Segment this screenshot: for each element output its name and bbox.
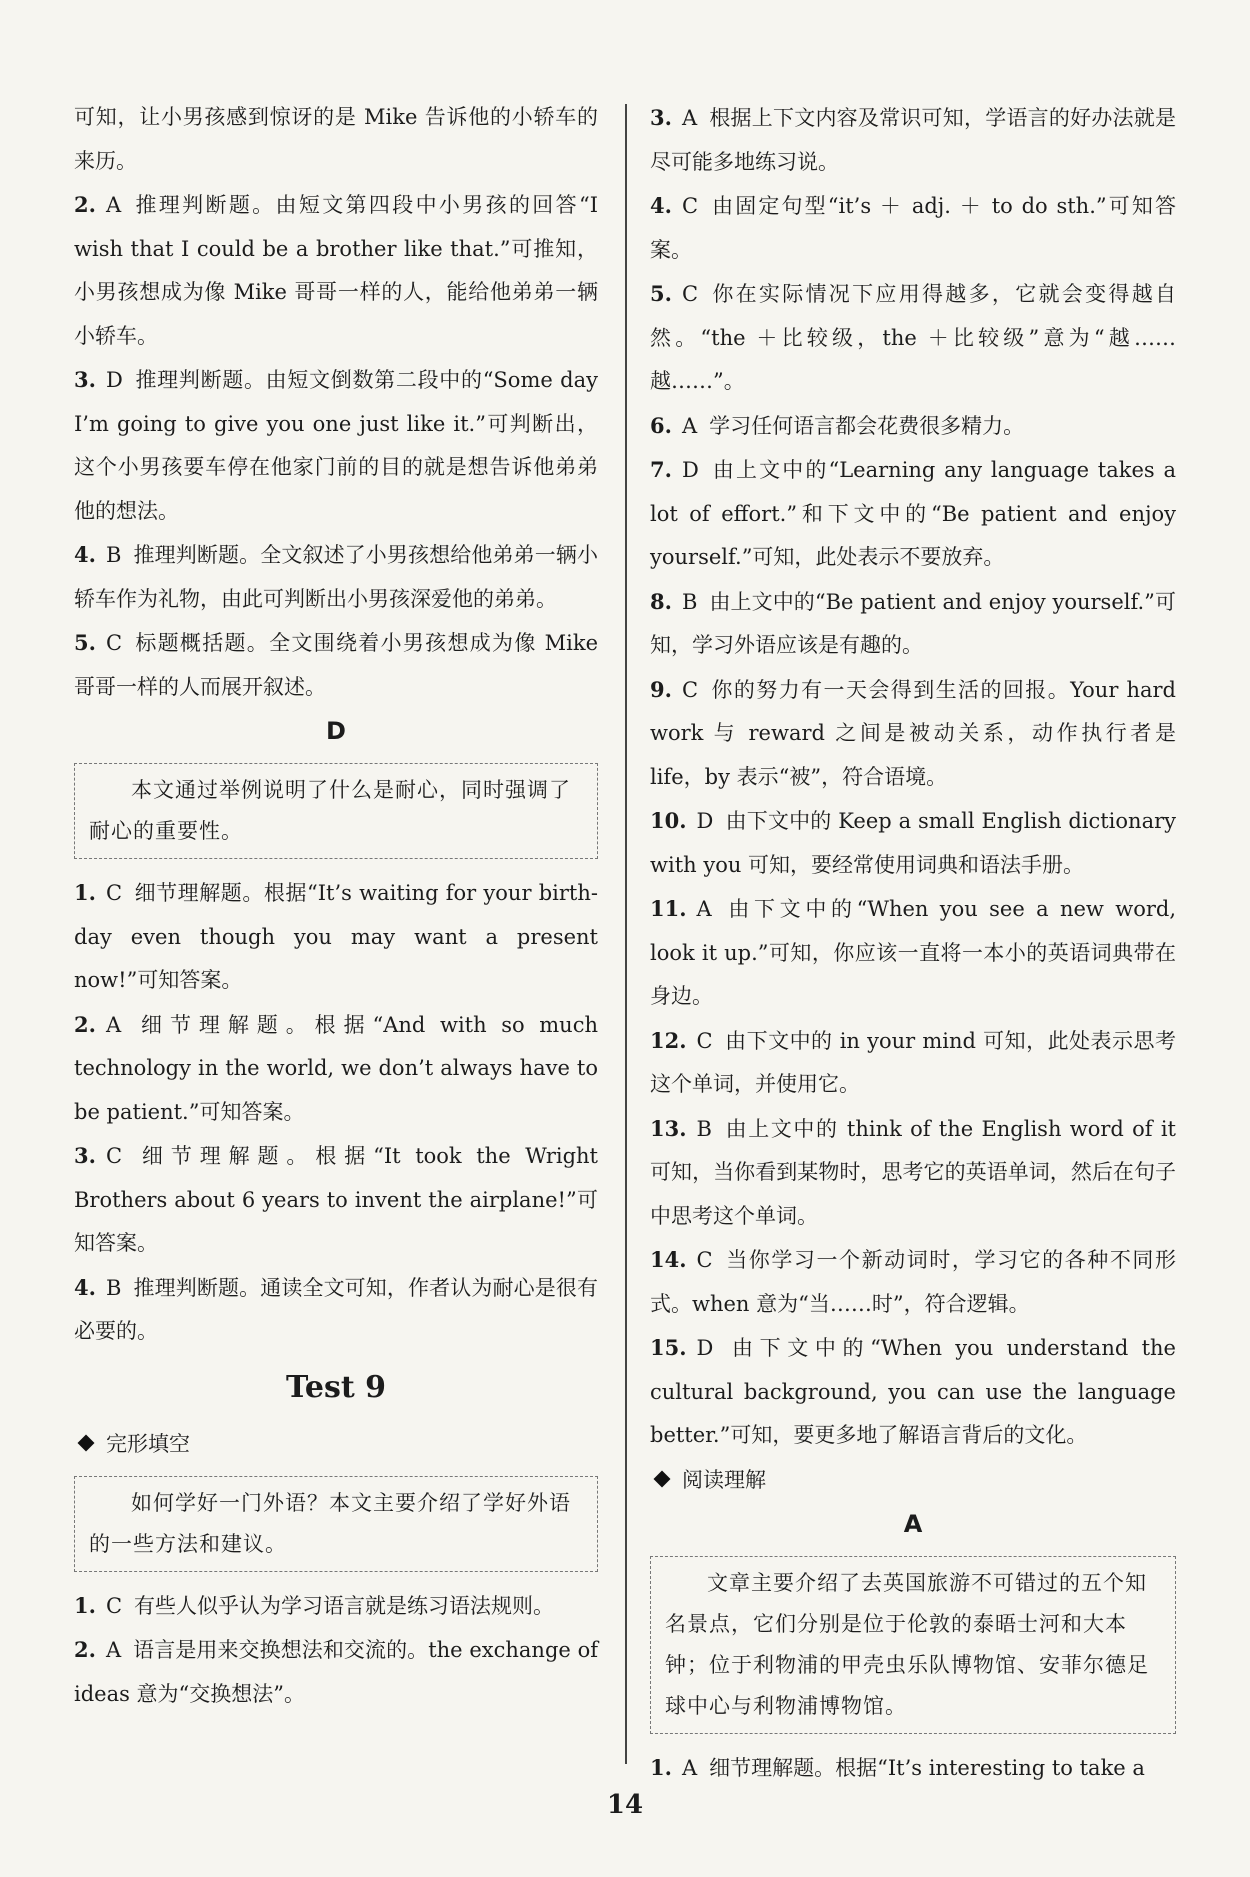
answer-item <box>650 184 1176 272</box>
item-answer: A <box>681 413 698 438</box>
item-explanation: 由上文中的“Learning any language takes a lot of effort.”和下文中的“Be patient and enjoy yourself.”可知，此处表示不要放弃。 <box>650 458 1176 569</box>
text-paragraph: 可知，让小男孩感到惊讶的是 Mike 告诉他的小轿车的来历。 <box>74 105 598 173</box>
item-answer: D <box>696 1336 714 1360</box>
item-answer: D <box>681 458 699 482</box>
item-number: 1. <box>650 1754 672 1780</box>
item-number: 4. <box>74 1274 96 1300</box>
item-explanation: 学习任何语言都会花费很多精力。 <box>709 413 1025 438</box>
answer-item <box>74 1584 598 1629</box>
page-number: 14 <box>606 1790 644 1820</box>
item-explanation: 推理判断题。由短文第四段中小男孩的回答“I wish that I could be a brother like that.”可推知，小男孩想成为像 Mike 哥哥一样的人，能给他弟弟一辆小轿车。 <box>74 193 598 348</box>
diamond-bullet-icon <box>654 1470 671 1487</box>
item-number: 3. <box>74 367 96 392</box>
answer-item <box>650 799 1176 887</box>
answer-item <box>650 887 1176 1019</box>
item-answer: B <box>681 589 698 614</box>
answer-item <box>74 1134 598 1266</box>
answer-item <box>650 1746 1176 1791</box>
item-answer: A <box>696 897 712 921</box>
item-number: 15. <box>650 1335 687 1360</box>
item-answer: C <box>696 1028 713 1053</box>
item-number: 4. <box>74 542 96 567</box>
item-number: 2. <box>74 192 96 217</box>
item-explanation: 由下文中的 Keep a small English dictionary with you 可知，要经常使用词典和语法手册。 <box>650 809 1176 877</box>
item-answer: C <box>105 1593 123 1618</box>
item-answer: B <box>105 543 122 567</box>
summary-box: 文章主要介绍了去英国旅游不可错过的五个知名景点，它们分别是位于伦敦的泰晤士河和大本钟；位于利物浦的甲壳虫乐队博物馆、安菲尔德足球中心与利物浦博物馆。 <box>650 1556 1176 1734</box>
item-explanation: 细节理解题。根据“It’s waiting for your birth-day even though you may want a present now!”可知答案。 <box>74 881 598 992</box>
item-explanation: 你的努力有一天会得到生活的回报。Your hard work 与 reward 之间是被动关系，动作执行者是 life，by 表示“被”，符合语境。 <box>650 677 1176 789</box>
answer-item <box>650 1107 1176 1239</box>
item-explanation: 当你学习一个新动词时，学习它的各种不同形式。when 意为“当……时”，符合逻辑。 <box>650 1248 1176 1316</box>
item-number: 5. <box>650 281 672 306</box>
item-answer: C <box>681 194 699 218</box>
diamond-bullet-icon <box>78 1434 95 1451</box>
item-answer: C <box>105 1144 123 1168</box>
answer-item <box>74 183 598 358</box>
item-explanation: 由下文中的“When you see a new word, look it up.”可知，你应该一直将一本小的英语词典带在身边。 <box>650 897 1176 1008</box>
answer-item <box>650 580 1176 668</box>
item-answer: A <box>105 1012 122 1037</box>
item-answer: C <box>681 677 699 702</box>
item-number: 3. <box>650 105 672 130</box>
item-number: 7. <box>650 457 672 482</box>
answer-item <box>74 533 598 621</box>
item-number: 10. <box>650 808 687 833</box>
summary-box: 如何学好一门外语？本文主要介绍了学好外语的一些方法和建议。 <box>74 1476 598 1572</box>
item-number: 14. <box>650 1247 687 1272</box>
item-answer: C <box>105 631 123 655</box>
item-explanation: 语言是用来交换想法和交流的。the exchange of ideas 意为“交换想法”。 <box>74 1638 598 1706</box>
item-answer: D <box>105 368 123 392</box>
item-number: 12. <box>650 1027 687 1053</box>
answer-item <box>74 1003 598 1135</box>
answer-item <box>74 871 598 1003</box>
item-explanation: 细节理解题。根据“It’s interesting to take a <box>709 1755 1145 1780</box>
item-answer: B <box>696 1116 712 1141</box>
item-explanation: 细节理解题。根据“It took the Wright Brothers about 6 years to invent the airplane!”可知答案。 <box>74 1144 598 1255</box>
summary-box: 本文通过举例说明了什么是耐心，同时强调了耐心的重要性。 <box>74 763 598 859</box>
item-answer: A <box>681 106 698 130</box>
left-column <box>74 96 598 1716</box>
item-explanation: 由上文中的 think of the English word of it 可知，当你看到某物时，思考它的英语单词，然后在句子中思考这个单词。 <box>650 1116 1176 1228</box>
item-number: 1. <box>74 880 96 905</box>
item-number: 9. <box>650 676 672 702</box>
item-explanation: 推理判断题。全文叙述了小男孩想给他弟弟一辆小轿车作为礼物，由此可判断出小男孩深爱他的弟弟。 <box>74 543 598 611</box>
answer-item <box>650 1019 1176 1107</box>
item-explanation: 由上文中的“Be patient and enjoy yourself.”可知，学习外语应该是有趣的。 <box>650 589 1176 657</box>
item-number: 6. <box>650 412 672 438</box>
section-heading <box>650 1458 1176 1502</box>
item-number: 4. <box>650 193 672 218</box>
item-answer: C <box>696 1248 713 1272</box>
item-number: 11. <box>650 896 687 921</box>
item-answer: A <box>681 1755 698 1780</box>
answer-item <box>74 621 598 709</box>
item-answer: B <box>105 1275 122 1300</box>
item-explanation: 你在实际情况下应用得越多，它就会变得越自然。“the ＋比较级，the ＋比较级”意为“越……越……”。 <box>650 282 1176 393</box>
answer-item <box>74 1628 598 1716</box>
item-explanation: 标题概括题。全文围绕着小男孩想成为像 Mike 哥哥一样的人而展开叙述。 <box>74 631 598 699</box>
item-number: 8. <box>650 588 672 614</box>
item-explanation: 推理判断题。由短文倒数第二段中的“Some day I’m going to give you one just like it.”可判断出，这个小男孩要车停在他家门前的目的就是想告诉他弟弟他的想法。 <box>74 368 598 523</box>
section-heading-label: 完形填空 <box>106 1431 190 1456</box>
item-answer: A <box>105 1638 122 1662</box>
item-number: 1. <box>74 1592 96 1618</box>
item-answer: C <box>681 282 699 306</box>
item-number: 3. <box>74 1143 96 1168</box>
item-explanation: 有些人似乎认为学习语言就是练习语法规则。 <box>134 1593 555 1618</box>
section-letter-d: D <box>326 717 346 745</box>
column-divider <box>625 104 627 1764</box>
item-number: 5. <box>74 630 96 655</box>
answer-item <box>650 96 1176 184</box>
answer-item <box>650 404 1176 449</box>
answer-item <box>74 1266 598 1354</box>
answer-item <box>650 1238 1176 1326</box>
item-explanation: 细节理解题。根据“And with so much technology in the world, we don’t always have to be patient.”可知答案。 <box>74 1012 598 1124</box>
section-heading-label: 阅读理解 <box>682 1467 766 1492</box>
item-number: 13. <box>650 1115 687 1141</box>
item-explanation: 由下文中的 in your mind 可知，此处表示思考这个单词，并使用它。 <box>650 1028 1176 1096</box>
item-answer: A <box>105 193 122 217</box>
item-answer: D <box>696 809 714 833</box>
right-column <box>650 96 1176 1790</box>
answer-item <box>650 272 1176 404</box>
item-explanation: 由固定句型“it’s ＋ adj. ＋ to do sth.”可知答案。 <box>650 194 1176 262</box>
item-answer: C <box>105 881 123 905</box>
answer-item <box>650 668 1176 800</box>
section-heading <box>74 1422 598 1466</box>
answer-item <box>650 1326 1176 1458</box>
item-explanation: 根据上下文内容及常识可知，学语言的好办法就是尽可能多地练习说。 <box>650 106 1176 174</box>
item-explanation: 由下文中的“When you understand the cultural background, you can use the language better.”可知，要更多地了解语言背后的文化。 <box>650 1336 1176 1447</box>
item-number: 2. <box>74 1011 96 1037</box>
answer-item <box>650 448 1176 580</box>
item-explanation: 推理判断题。通读全文可知，作者认为耐心是很有必要的。 <box>74 1275 598 1343</box>
item-number: 2. <box>74 1637 96 1662</box>
section-letter-a: A <box>903 1509 923 1538</box>
test-title: Test 9 <box>285 1369 387 1405</box>
answer-item <box>74 358 598 533</box>
